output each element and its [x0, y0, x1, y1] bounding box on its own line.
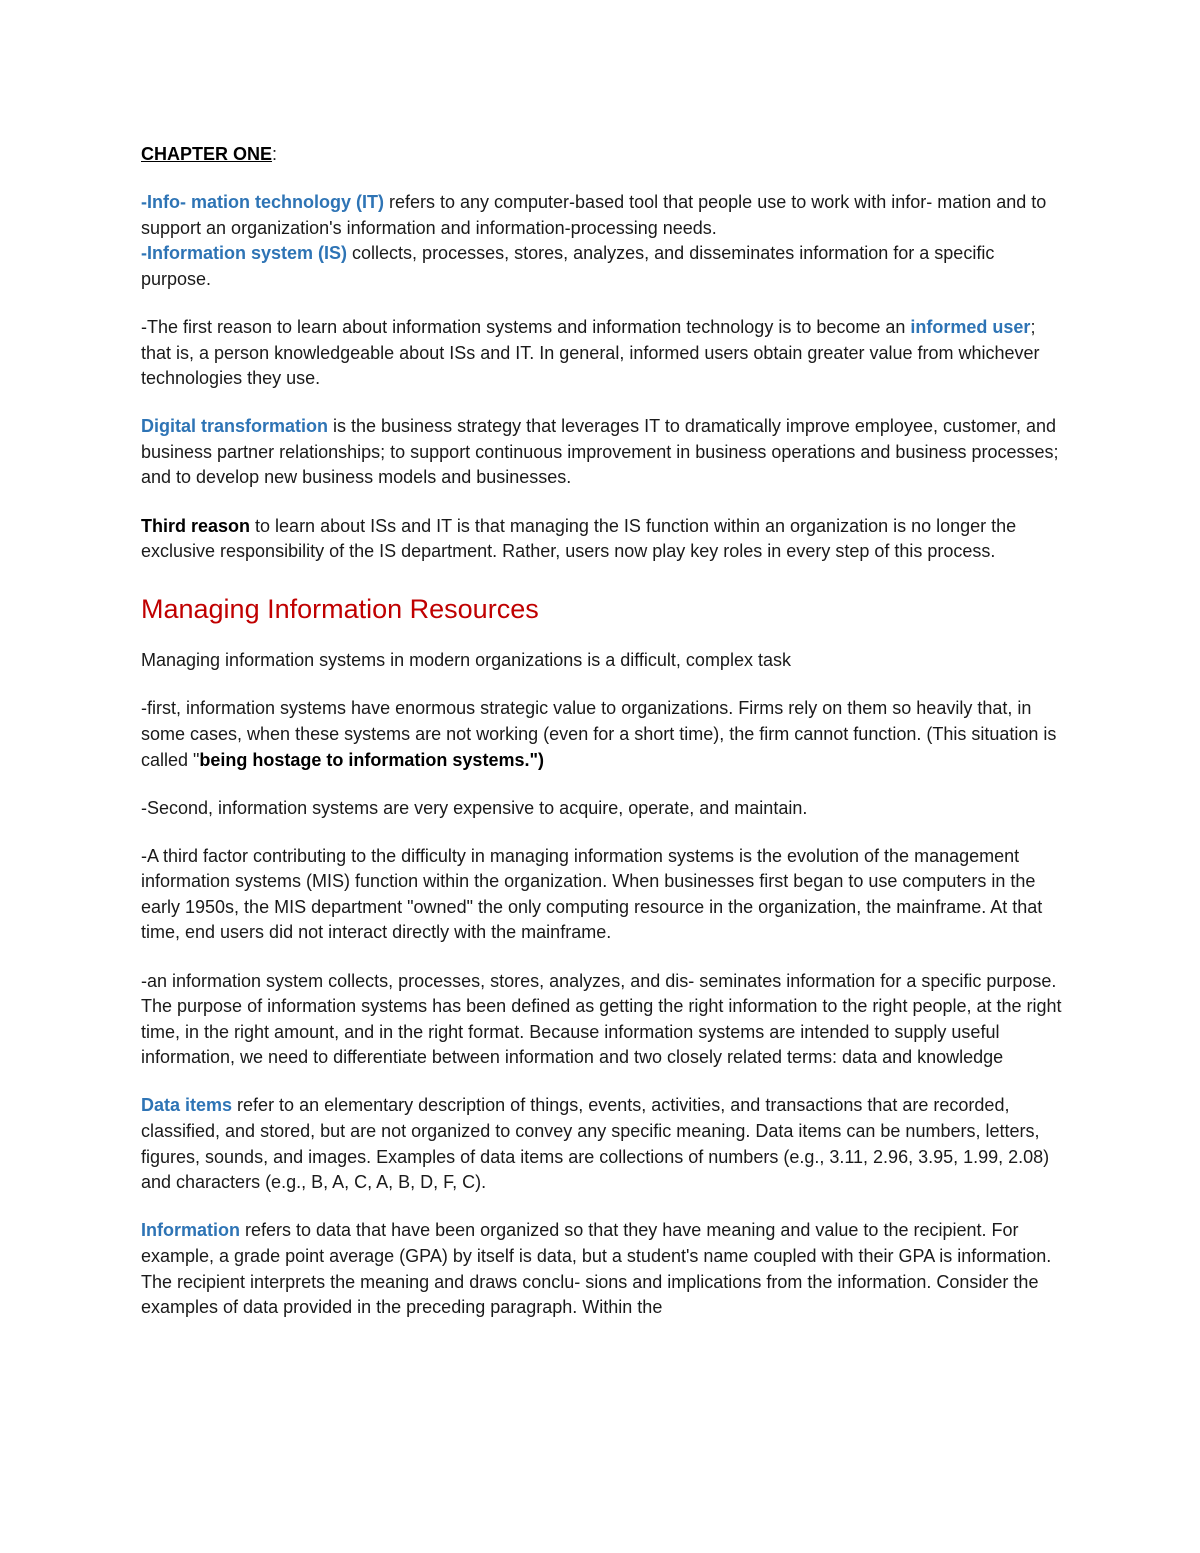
- data-items-paragraph: [141, 1093, 1066, 1195]
- chapter-title-text: CHAPTER ONE: [141, 144, 273, 164]
- is-definition: [141, 241, 1066, 292]
- informed-user-term: informed user: [910, 316, 1031, 337]
- third-reason-term: Third reason: [141, 515, 251, 536]
- digital-transformation-term: Digital transformation: [141, 416, 329, 437]
- information-term: Information: [141, 1220, 240, 1241]
- second-factor-paragraph: -Second, information systems are very expensive to acquire, operate, and maintain.: [141, 797, 808, 818]
- data-items-term: Data items: [141, 1095, 233, 1116]
- managing-intro: Managing information systems in modern organizations is a difficult, complex task: [141, 650, 791, 671]
- information-paragraph: [141, 1218, 1066, 1320]
- chapter-title: [141, 142, 1066, 168]
- it-definition: [141, 190, 1066, 241]
- it-term: -Info- mation technology (IT): [141, 192, 384, 213]
- first-factor-paragraph: [141, 696, 1066, 773]
- section-heading: Managing Information Resources: [141, 593, 539, 624]
- first-reason-pre: -The first reason to learn about information systems and information technology is to become an: [141, 316, 911, 337]
- first-reason-post: ; that is, a person knowledgeable about ISs and IT. In general, informed users obtain greater value from whichever technologies they use.: [141, 316, 1040, 389]
- digital-transformation-text: is the business strategy that leverages IT to dramatically improve employee, customer, and business partner relationships; to support continuous improvement in business operations and business processes; and to develop new business models and businesses.: [141, 416, 1059, 488]
- document-page: [141, 142, 1066, 1321]
- information-text: refers to data that have been organized so that they have meaning and value to the recipient. For example, a grade point average (GPA) by itself is data, but a student's name coupled with their GPA is information. The recipient interprets the meaning and draws conclu- sions and implications from the information. Consider the examples of data provided in the preceding paragraph. Within the: [141, 1220, 1052, 1318]
- is-text: collects, processes, stores, analyzes, and disseminates information for a specific purpose.: [141, 243, 995, 289]
- third-reason-paragraph: [141, 514, 1066, 565]
- is-term: -Information system (IS): [141, 243, 348, 264]
- chapter-title-colon: :: [272, 144, 278, 164]
- it-text: refers to any computer-based tool that people use to work with infor- mation and to support an organization's information and information-processing needs.: [141, 192, 1047, 238]
- digital-transformation-paragraph: [141, 414, 1066, 491]
- data-items-text: refer to an elementary description of things, events, activities, and transactions that are recorded, classified, and stored, but are not organized to convey any specific meaning. Data items can be numbers, letters, figures, sounds, and images. Examples of data items are collections of numbers (e.g., 3.11, 2.96, 3.95, 1.99, 2.08) and characters (e.g., B, A, C, A, B, D, F, C).: [141, 1095, 1050, 1193]
- first-reason-paragraph: [141, 315, 1066, 392]
- is-purpose-paragraph: -an information system collects, processes, stores, analyzes, and dis- seminates information for a specific purpose. The purpose of information systems has been defined as getting the right information to the right people, at the right time, in the right amount, and in the right format. Because information systems are intended to supply useful information, we need to differentiate between information and two closely related terms: data and knowledge: [141, 970, 1062, 1068]
- first-factor-text: -first, information systems have enormous strategic value to organizations. Firms rely on them so heavily that, in some cases, when these systems are not working (even for a short time), the firm cannot function. (This situation is called ": [141, 698, 1057, 770]
- third-reason-text: to learn about ISs and IT is that managing the IS function within an organization is no longer the exclusive responsibility of the IS department. Rather, users now play key roles in every step of this process.: [141, 515, 1017, 562]
- hostage-phrase: being hostage to information systems."): [199, 749, 544, 770]
- third-factor-paragraph: -A third factor contributing to the difficulty in managing information systems is the evolution of the management information systems (MIS) function within the organization. When businesses first began to use computers in the early 1950s, the MIS department "owned" the only computing resource in the organization, the mainframe. At that time, end users did not interact directly with the mainframe.: [141, 845, 1043, 943]
